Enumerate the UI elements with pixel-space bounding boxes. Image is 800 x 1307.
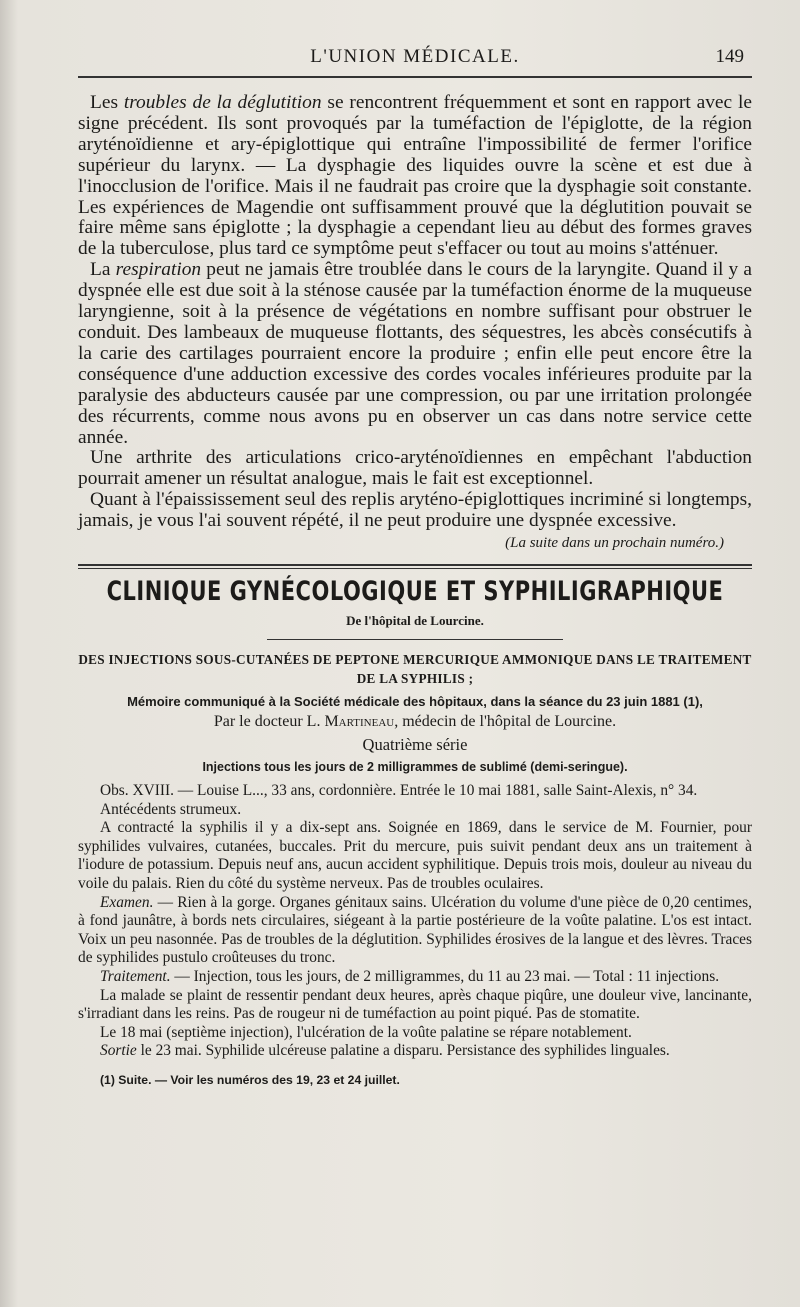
- page-number: 149: [715, 46, 744, 67]
- exit-text: le 23 mai. Syphilide ulcéreuse palatine a disparu. Persistance des syphilides linguales.: [136, 1042, 670, 1060]
- memoire-line: Mémoire communiqué à la Société médicale des hôpitaux, dans la séance du 23 juin 1881 (1),: [127, 694, 703, 710]
- text-italic: troubles de la déglutition: [123, 92, 322, 113]
- author-lead: Par le docteur L.: [213, 713, 325, 731]
- article-title: DES INJECTIONS SOUS-CUTANÉES DE PEPTONE MERCURIQUE AMMONIQUE DANS LE TRAITEMENT DE LA SYPHILIS ;: [78, 652, 752, 687]
- exam-text: — Rien à la gorge. Organes génitaux sains. Ulcération du volume d'une pièce de 0,20 centimes, à fond jaunâtre, à bords nets circulaires, siégeant à la partie postérieure de la voûte palatine. L'os est intact. Voix un peu nasonnée. Pas de troubles de la déglutition. Syphilides érosives de la langue et des lèvres. Traces de syphilides pustulo croûteuses du tronc.: [78, 893, 752, 967]
- paragraph-respiration: [78, 260, 752, 448]
- section-divider: [78, 564, 752, 569]
- footnote: (1) Suite. — Voir les numéros des 19, 23 et 24 juillet.: [100, 1072, 400, 1087]
- treat-label: Traitement.: [100, 967, 171, 985]
- header-rule: [78, 76, 752, 78]
- exam-label: Examen.: [100, 893, 154, 911]
- author-line: [78, 713, 752, 731]
- complaint: La malade se plaint de ressentir pendant deux heures, après chaque piqûre, une douleur vive, lancinante, s'irradiant dans les reins. Pas de rougeur ni de tuméfaction au point piqué. Pas de stomatite.: [78, 986, 752, 1023]
- examen: [78, 894, 752, 968]
- paragraph-epaississement: Quant à l'épaississement seul des replis aryténo-épiglottiques incriminé si longtemps, jamais, je vous l'ai souvent répété, il ne peut produire une dyspnée excessive.: [78, 489, 752, 532]
- short-rule: [267, 639, 564, 640]
- exit-label: Sortie: [100, 1042, 137, 1060]
- section-subtitle: De l'hôpital de Lourcine.: [346, 613, 484, 629]
- journal-title: L'UNION MÉDICALE.: [310, 46, 520, 67]
- author-rest: , médecin de l'hôpital de Lourcine.: [394, 713, 617, 731]
- history: A contracté la syphilis il y a dix-sept ans. Soignée en 1869, dans le service de M. Fournier, pour syphilides vulvaires, cutanées, buccales. Prit du mercure, puis suivit pendant deux ans un traitement à l'iodure de potassium. Depuis neuf ans, aucun accident syphilitique. Depuis trois mois, douleur au niveau du voile du palais. Rien du côté du système nerveux. Pas de troubles oculaires.: [78, 819, 752, 892]
- series-subtitle: Injections tous les jours de 2 milligrammes de sublimé (demi-seringue).: [202, 760, 628, 775]
- antecedents: Antécédents strumeux.: [100, 800, 242, 818]
- observation-header: Obs. XVIII. — Louise L..., 33 ans, cordonnière. Entrée le 10 mai 1881, salle Saint-Alexis, n° 34.: [100, 782, 698, 800]
- sortie: [78, 1042, 752, 1061]
- text-body: peut ne jamais être troublée dans le cours de la laryngite. Quand il y a dyspnée elle est due soit à la sténose causée par la tuméfaction énorme de la muqueuse laryngienne, soit à la présence de végétations en nombre suffisant pour obstruer le conduit. Des lambeaux de muqueuse flottants, des séquestres, les abcès consécutifs à la carie des cartilages pourraient encore la produire ; enfin elle peut encore être la conséquence d'une adduction excessive des cordes vocales inférieures produite par la paralysie des abducteurs causée par une compression, ou par une irritation prolongée des récurrents, comme nous avons pu en observer un cas dans notre service cette année.: [78, 259, 752, 448]
- text-italic: respiration: [115, 259, 202, 281]
- series-title: Quatrième série: [362, 735, 468, 755]
- paragraph-deglutition: [78, 93, 752, 260]
- treat-text: — Injection, tous les jours, de 2 milligrammes, du 11 au 23 mai. — Total : 11 injections.: [170, 967, 720, 985]
- author-name: Martineau: [324, 713, 395, 731]
- paragraph-arthrite: Une arthrite des articulations crico-aryténoïdiennes en empêchant l'abduction pourrait amener un résultat analogue, mais le fait est exceptionnel.: [78, 447, 752, 490]
- traitement: [78, 968, 752, 987]
- page-header: [78, 0, 752, 80]
- text-lead: Les: [90, 92, 124, 113]
- continued-note: (La suite dans un prochain numéro.): [505, 535, 724, 552]
- may-18: Le 18 mai (septième injection), l'ulcération de la voûte palatine se répare notablement.: [100, 1023, 632, 1041]
- text-lead: La: [90, 259, 116, 281]
- section-title: CLINIQUE GYNÉCOLOGIQUE ET SYPHILIGRAPHIQUE: [106, 576, 724, 607]
- text-body: se rencontrent fréquemment et sont en rapport avec le signe précédent. Ils sont provoqués par la tuméfaction de l'épiglotte, de la région aryténoïdienne et ary-épiglottique qui entraîne l'impossibilité de fermer l'orifice supérieur du larynx. — La dysphagie des liquides ouvre la scène et est due à l'inocclusion de l'orifice. Mais il ne faudrait pas croire que la dysphagie soit constante. Les expériences de Magendie ont suffisamment prouvé que la déglutition pouvait se faire même sans épiglotte ; la dysphagie a cependant lieu au début des formes graves de la tuberculose, plus tard ce symptôme peut s'effacer ou tout au moins s'atténuer.: [78, 92, 752, 260]
